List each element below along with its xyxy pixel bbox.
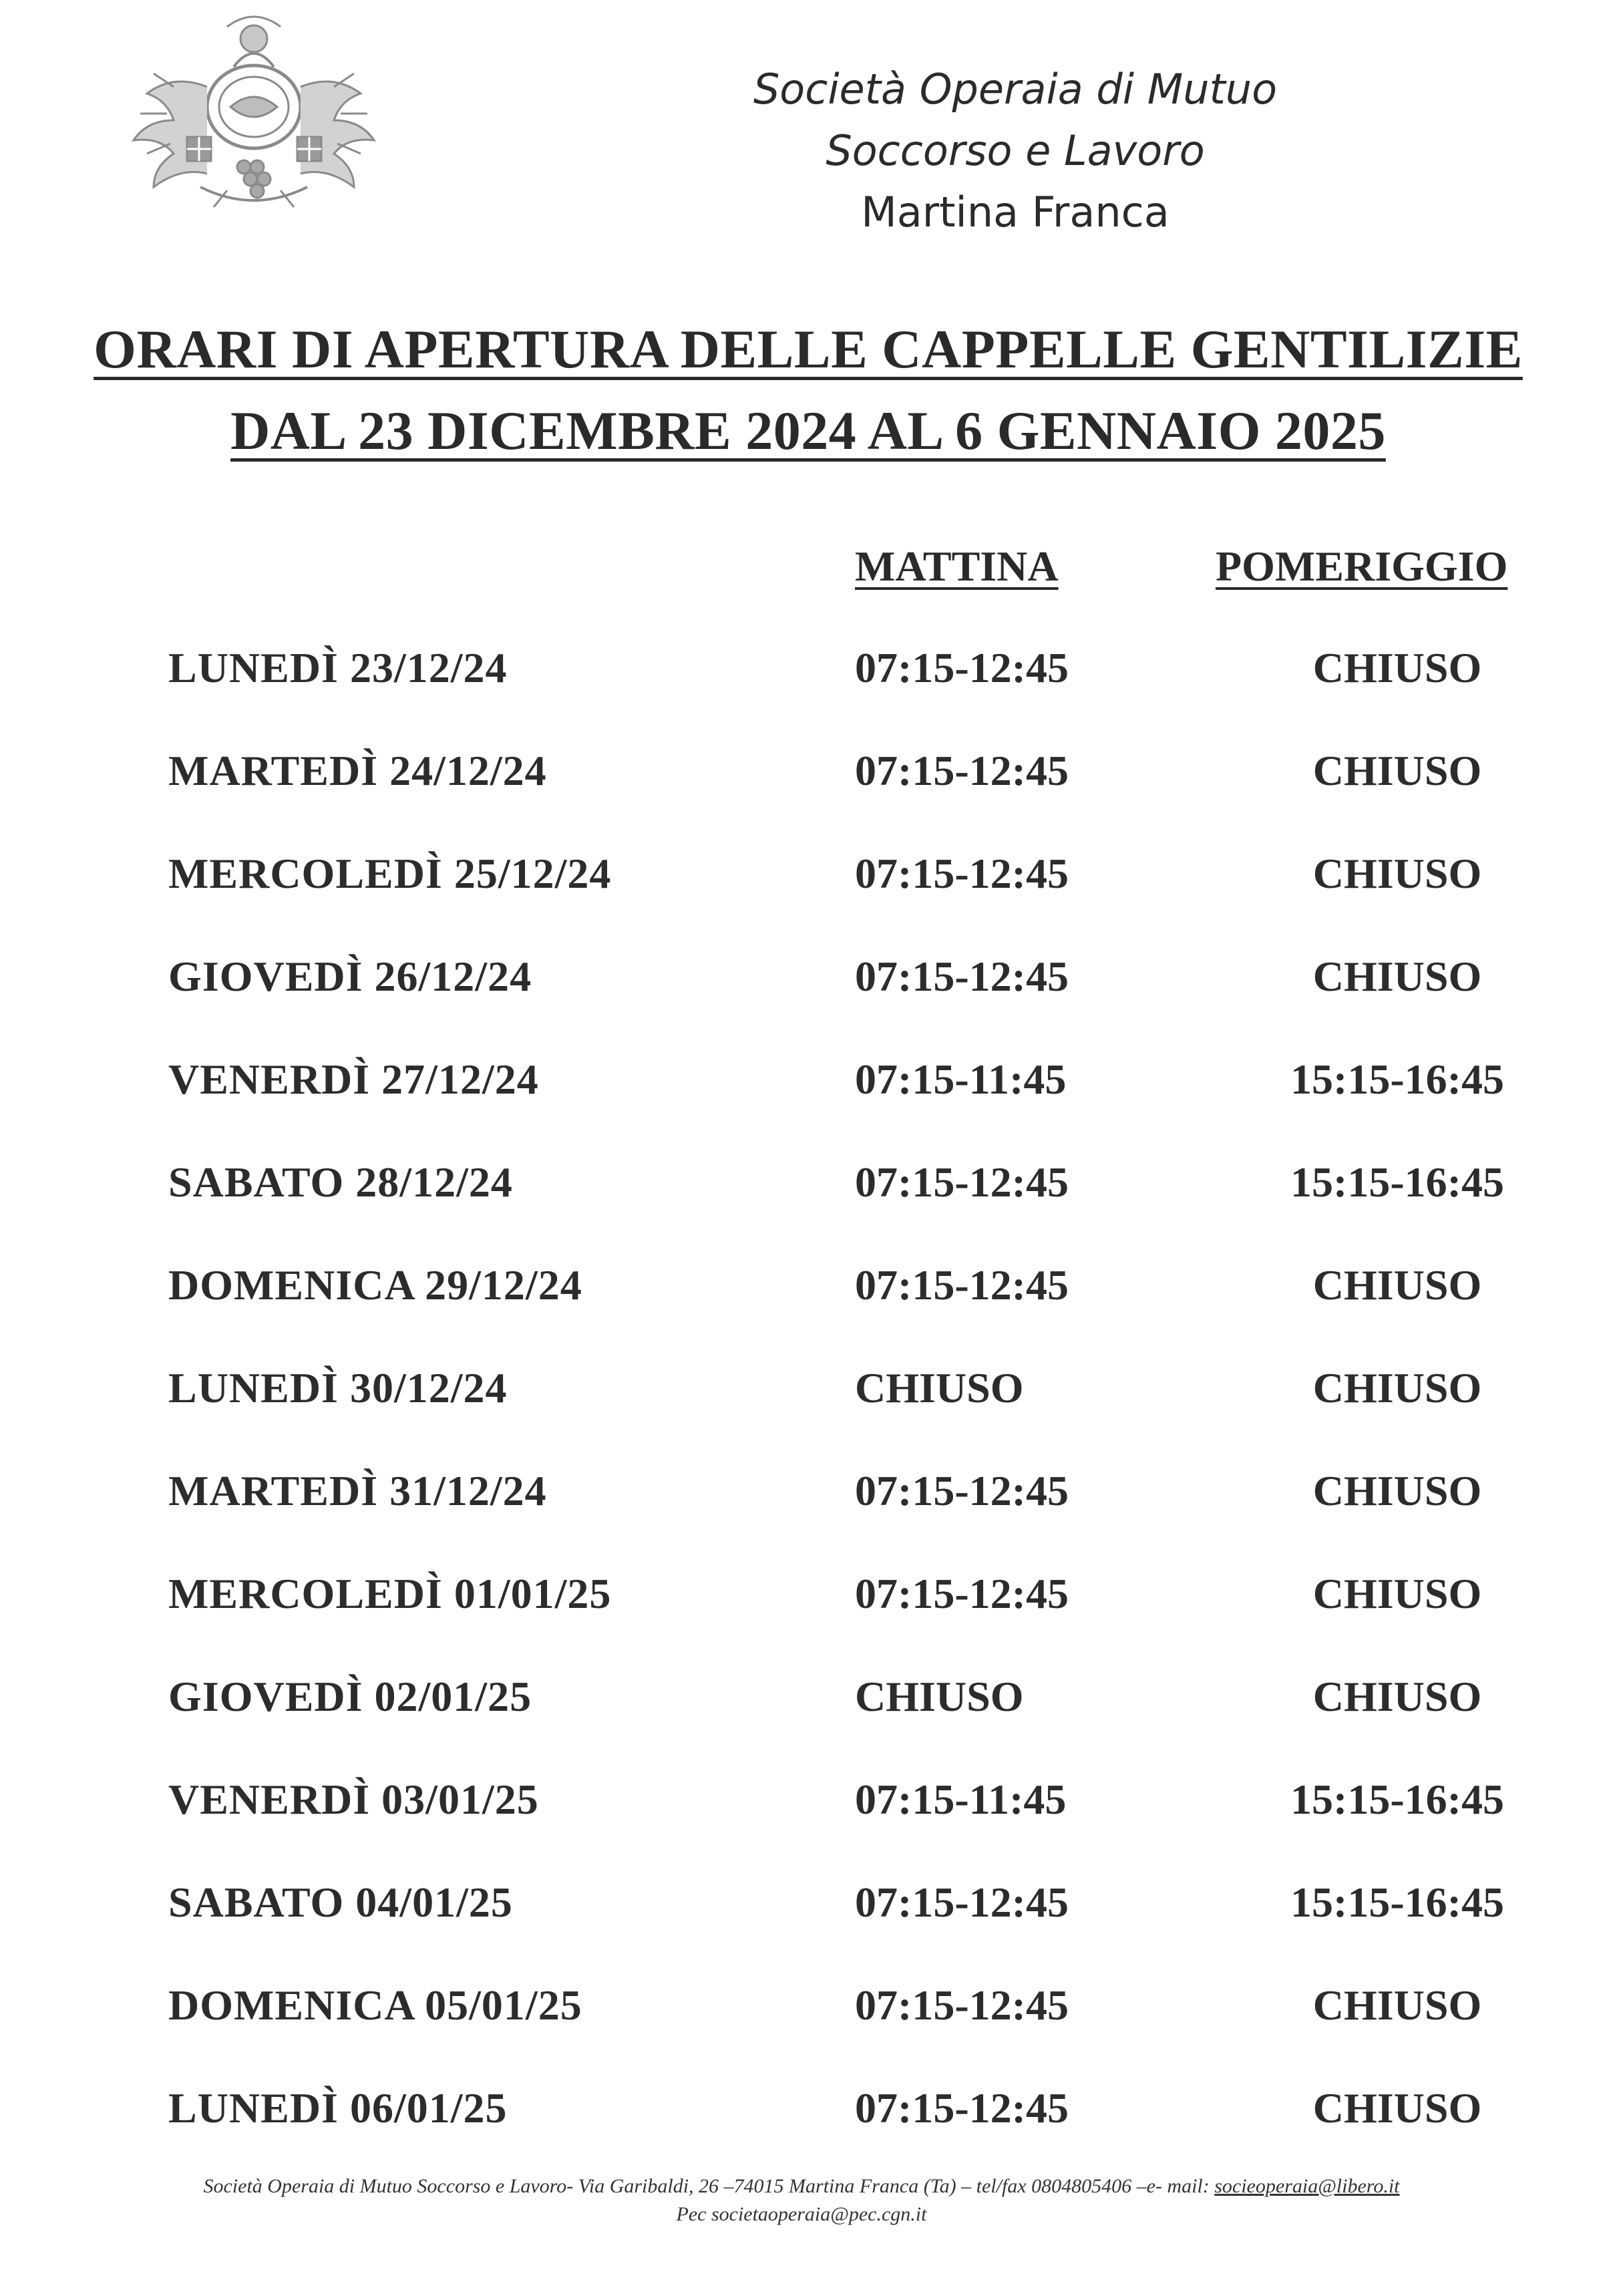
schedule-row: [0, 1255, 1609, 1358]
schedule-afternoon-hours: CHIUSO: [1312, 1261, 1482, 1309]
schedule-morning-hours: 07:15-12:45: [855, 953, 1069, 1000]
schedule-morning-hours: CHIUSO: [855, 1364, 1024, 1412]
schedule-morning-hours: 07:15-12:45: [855, 644, 1069, 691]
schedule-day: MARTEDÌ 31/12/24: [168, 1467, 547, 1514]
footer-address: Società Operaia di Mutuo Soccorso e Lavoro- Via Garibaldi, 26 –74015 Martina Franca (Ta) – tel/fax 0804805406 –e- mail:: [203, 2175, 1215, 2197]
footer-contact: [67, 2172, 1536, 2229]
society-emblem-icon: [114, 7, 407, 220]
schedule-afternoon-hours: CHIUSO: [1312, 747, 1482, 794]
organization-city: Martina Franca: [861, 188, 1170, 236]
schedule-row: [0, 1152, 1609, 1255]
schedule-row: [0, 1049, 1609, 1152]
schedule-morning-hours: 07:15-12:45: [855, 1467, 1069, 1514]
schedule-afternoon-hours: CHIUSO: [1312, 1673, 1482, 1720]
organization-name-line-1: Società Operaia di Mutuo: [753, 65, 1278, 114]
schedule-afternoon-hours: CHIUSO: [1312, 1981, 1482, 2029]
schedule-morning-hours: 07:15-11:45: [855, 1776, 1067, 1823]
schedule-morning-hours: 07:15-11:45: [855, 1055, 1067, 1103]
schedule-morning-hours: 07:15-12:45: [855, 850, 1069, 897]
schedule-row: [0, 1872, 1609, 1975]
schedule-row: [0, 1358, 1609, 1461]
schedule-row: [0, 741, 1609, 844]
schedule-day: DOMENICA 05/01/25: [168, 1981, 582, 2029]
schedule-afternoon-hours: CHIUSO: [1312, 2084, 1482, 2132]
schedule-morning-hours: 07:15-12:45: [855, 747, 1069, 794]
schedule-day: LUNEDÌ 30/12/24: [168, 1364, 508, 1412]
schedule-morning-hours: 07:15-12:45: [855, 2084, 1069, 2132]
schedule-day: GIOVEDÌ 26/12/24: [168, 953, 532, 1000]
schedule-afternoon-hours: CHIUSO: [1312, 850, 1482, 897]
schedule-day: SABATO 04/01/25: [168, 1878, 513, 1926]
schedule-afternoon-hours: 15:15-16:45: [1290, 1776, 1504, 1823]
schedule-morning-hours: 07:15-12:45: [855, 1261, 1069, 1309]
schedule-afternoon-hours: 15:15-16:45: [1290, 1158, 1504, 1206]
schedule-afternoon-hours: CHIUSO: [1312, 1570, 1482, 1617]
column-header-afternoon: POMERIGGIO: [1216, 542, 1508, 590]
title-line-2: DAL 23 DICEMBRE 2024 AL 6 GENNAIO 2025: [230, 400, 1386, 461]
schedule-morning-hours: 07:15-12:45: [855, 1158, 1069, 1206]
schedule-day: MERCOLEDÌ 01/01/25: [168, 1570, 612, 1617]
schedule-row: [0, 1461, 1609, 1564]
schedule-row: [0, 638, 1609, 741]
title-line-1: ORARI DI APERTURA DELLE CAPPELLE GENTILIZIE: [94, 319, 1523, 379]
schedule-day: LUNEDÌ 23/12/24: [168, 644, 508, 691]
column-header-morning: MATTINA: [855, 542, 1059, 590]
schedule-afternoon-hours: 15:15-16:45: [1290, 1055, 1504, 1103]
schedule-day: VENERDÌ 03/01/25: [168, 1776, 539, 1823]
schedule-morning-hours: CHIUSO: [855, 1673, 1024, 1720]
schedule-morning-hours: 07:15-12:45: [855, 1570, 1069, 1617]
schedule-day: MERCOLEDÌ 25/12/24: [168, 850, 612, 897]
footer-pec: Pec societaoperaia@pec.cgn.it: [676, 2203, 927, 2225]
schedule-day: VENERDÌ 27/12/24: [168, 1055, 539, 1103]
schedule-day: GIOVEDÌ 02/01/25: [168, 1673, 532, 1720]
schedule-day: DOMENICA 29/12/24: [168, 1261, 582, 1309]
schedule-afternoon-hours: CHIUSO: [1312, 953, 1482, 1000]
footer-email-link[interactable]: socieoperaia@libero.it: [1214, 2175, 1400, 2197]
schedule-row: [0, 1975, 1609, 2078]
schedule-day: LUNEDÌ 06/01/25: [168, 2084, 508, 2132]
organization-header: [701, 59, 1329, 243]
schedule-row: [0, 844, 1609, 947]
schedule-table: [0, 638, 1609, 2181]
schedule-row: [0, 2078, 1609, 2181]
schedule-row: [0, 1770, 1609, 1872]
schedule-day: SABATO 28/12/24: [168, 1158, 513, 1206]
schedule-afternoon-hours: CHIUSO: [1312, 644, 1482, 691]
schedule-afternoon-hours: CHIUSO: [1312, 1467, 1482, 1514]
schedule-row: [0, 1667, 1609, 1770]
schedule-afternoon-hours: 15:15-16:45: [1290, 1878, 1504, 1926]
organization-name-line-2: Soccorso e Lavoro: [826, 126, 1205, 175]
schedule-row: [0, 1564, 1609, 1667]
schedule-day: MARTEDÌ 24/12/24: [168, 747, 547, 794]
schedule-afternoon-hours: CHIUSO: [1312, 1364, 1482, 1412]
schedule-morning-hours: 07:15-12:45: [855, 1878, 1069, 1926]
schedule-morning-hours: 07:15-12:45: [855, 1981, 1069, 2029]
page-title: [40, 309, 1576, 472]
schedule-row: [0, 947, 1609, 1049]
